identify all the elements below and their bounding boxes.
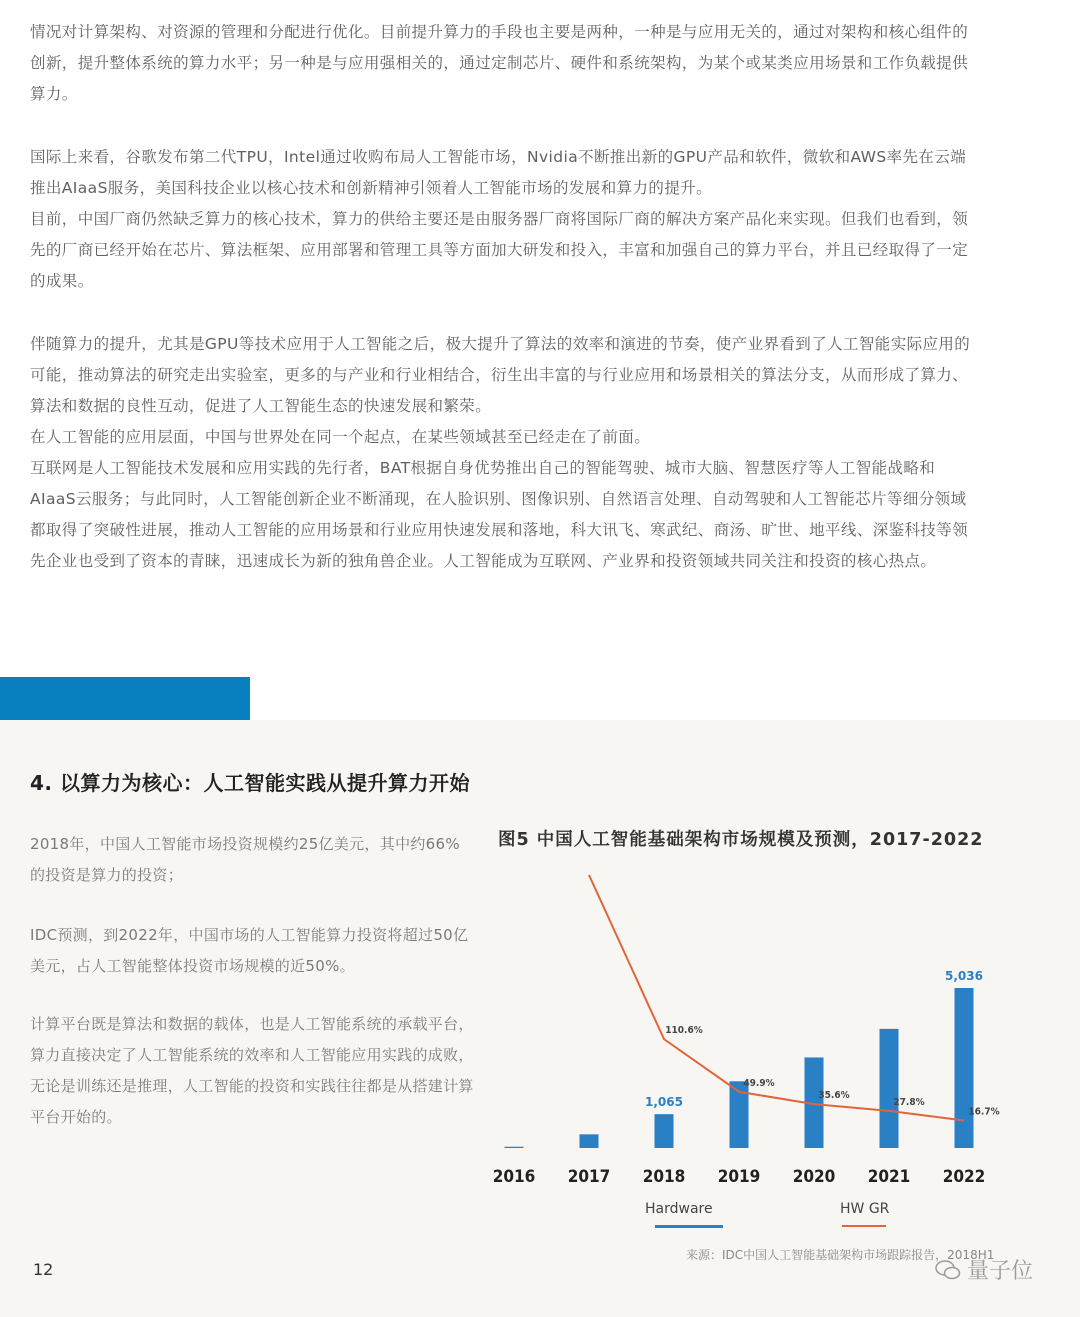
- paragraph: 情况对计算架构、对资源的管理和分配进行优化。目前提升算力的手段也主要是两种，一种是与应用无关的，通过对架构和核心组件的创新，提升整体系统的算力水平；另一种是与应用强相关的，通过定制芯片、硬件和系统架构，为某个或某类应用场景和工作负载提供算力。: [30, 23, 969, 103]
- paragraph: 在人工智能的应用层面，中国与世界处在同一个起点，在某些领域甚至已经走在了前面。: [30, 428, 651, 446]
- bar-label-2022: 5,036: [945, 969, 983, 983]
- paragraph: 2018年，中国人工智能市场投资规模约25亿美元，其中约66%的投资是算力的投资；: [30, 835, 460, 884]
- growth-line: [589, 875, 964, 1121]
- paragraph: IDC预测，到2022年，中国市场的人工智能算力投资将超过50亿美元，占人工智能整体投资市场规模的近50%。: [30, 926, 469, 975]
- legend-growth-label: HW GR: [840, 1201, 890, 1217]
- growth-label-2022: 16.7%: [968, 1106, 1000, 1118]
- bar-2016: [505, 1147, 524, 1148]
- x-tick-2018: 2018: [642, 1167, 686, 1187]
- legend-hardware-label: Hardware: [645, 1201, 713, 1217]
- paragraph: 互联网是人工智能技术发展和应用实践的先行者，BAT根据自身优势推出自己的智能驾驶、城市大脑、智慧医疗等人工智能战略和AIaaS云服务；与此同时，人工智能创新企业不断涌现，在人脸识别、图像识别、自然语言处理、自动驾驶和人工智能芯片等细分领域都取得了突破性进展，推动人工智能的应用场景和行业应用快速发展和落地，科大讯飞、寒武纪、商汤、旷世、地平线、深鉴科技等领先企业也受到了资本的青睐，迅速成长为新的独角兽企业。人工智能成为互联网、产业界和投资领域共同关注和投资的核心热点。: [30, 459, 969, 570]
- side-text-1: [30, 829, 475, 891]
- bar-2022: [955, 988, 974, 1148]
- growth-label-2021: 27.8%: [893, 1096, 925, 1108]
- page-number: 12: [33, 1260, 54, 1279]
- paragraph: 国际上来看，谷歌发布第二代TPU，Intel通过收购布局人工智能市场，Nvidia不断推出新的GPU产品和软件，微软和AWS率先在云端推出AIaaS服务，美国科技企业以核心技术和创新精神引领着人工智能市场的发展和算力的提升。: [30, 148, 967, 197]
- side-text-2: [30, 920, 475, 982]
- growth-label-2018: 110.6%: [665, 1025, 703, 1037]
- x-tick-2020: 2020: [792, 1167, 836, 1187]
- section-accent-bar: [0, 677, 250, 720]
- bar-2021: [880, 1029, 899, 1148]
- growth-label-2019: 49.9%: [743, 1077, 775, 1089]
- body-text-top: [30, 17, 975, 110]
- section-title: 4. 以算力为核心：人工智能实践从提升算力开始: [30, 771, 470, 795]
- ai-infrastructure-chart: [480, 860, 1040, 1200]
- watermark: [935, 1254, 1033, 1285]
- x-tick-2019: 2019: [717, 1167, 761, 1187]
- wechat-icon: [935, 1260, 961, 1280]
- watermark-text: 量子位: [967, 1259, 1034, 1284]
- body-text-international: [30, 142, 975, 297]
- bar-2017: [580, 1134, 599, 1148]
- figure-source: 来源：IDC中国人工智能基础架构市场跟踪报告，2018H1: [686, 1248, 995, 1262]
- body-text-compute: [30, 329, 975, 577]
- figure-title: 图5 中国人工智能基础架构市场规模及预测，2017-2022: [498, 830, 984, 850]
- growth-label-2020: 35.6%: [818, 1090, 850, 1102]
- x-tick-2016: 2016: [492, 1167, 536, 1187]
- x-tick-2021: 2021: [867, 1167, 911, 1187]
- paragraph: 伴随算力的提升，尤其是GPU等技术应用于人工智能之后，极大提升了算法的效率和演进的节奏，使产业界看到了人工智能实际应用的可能，推动算法的研究走出实验室，更多的与产业和行业相结合，衍生出丰富的与行业应用和场景相关的算法分支，从而形成了算力、算法和数据的良性互动，促进了人工智能生态的快速发展和繁荣。: [30, 335, 971, 415]
- paragraph: 计算平台既是算法和数据的载体，也是人工智能系统的承载平台，算力直接决定了人工智能系统的效率和人工智能应用实践的成败，无论是训练还是推理，人工智能的投资和实践往往都是从搭建计算平台开始的。: [30, 1015, 474, 1126]
- x-tick-2017: 2017: [567, 1167, 611, 1187]
- side-text-3: [30, 1009, 475, 1133]
- bar-2018: [655, 1114, 674, 1148]
- x-tick-2022: 2022: [942, 1167, 986, 1187]
- paragraph: 目前，中国厂商仍然缺乏算力的核心技术，算力的供给主要还是由服务器厂商将国际厂商的解决方案产品化来实现。但我们也看到，领先的厂商已经开始在芯片、算法框架、应用部署和管理工具等方面加大研发和投入，丰富和加强自己的算力平台，并且已经取得了一定的成果。: [30, 210, 969, 290]
- legend-hardware-swatch: [655, 1225, 723, 1228]
- legend-growth-swatch: [842, 1225, 886, 1227]
- bar-label-2018: 1,065: [645, 1095, 683, 1110]
